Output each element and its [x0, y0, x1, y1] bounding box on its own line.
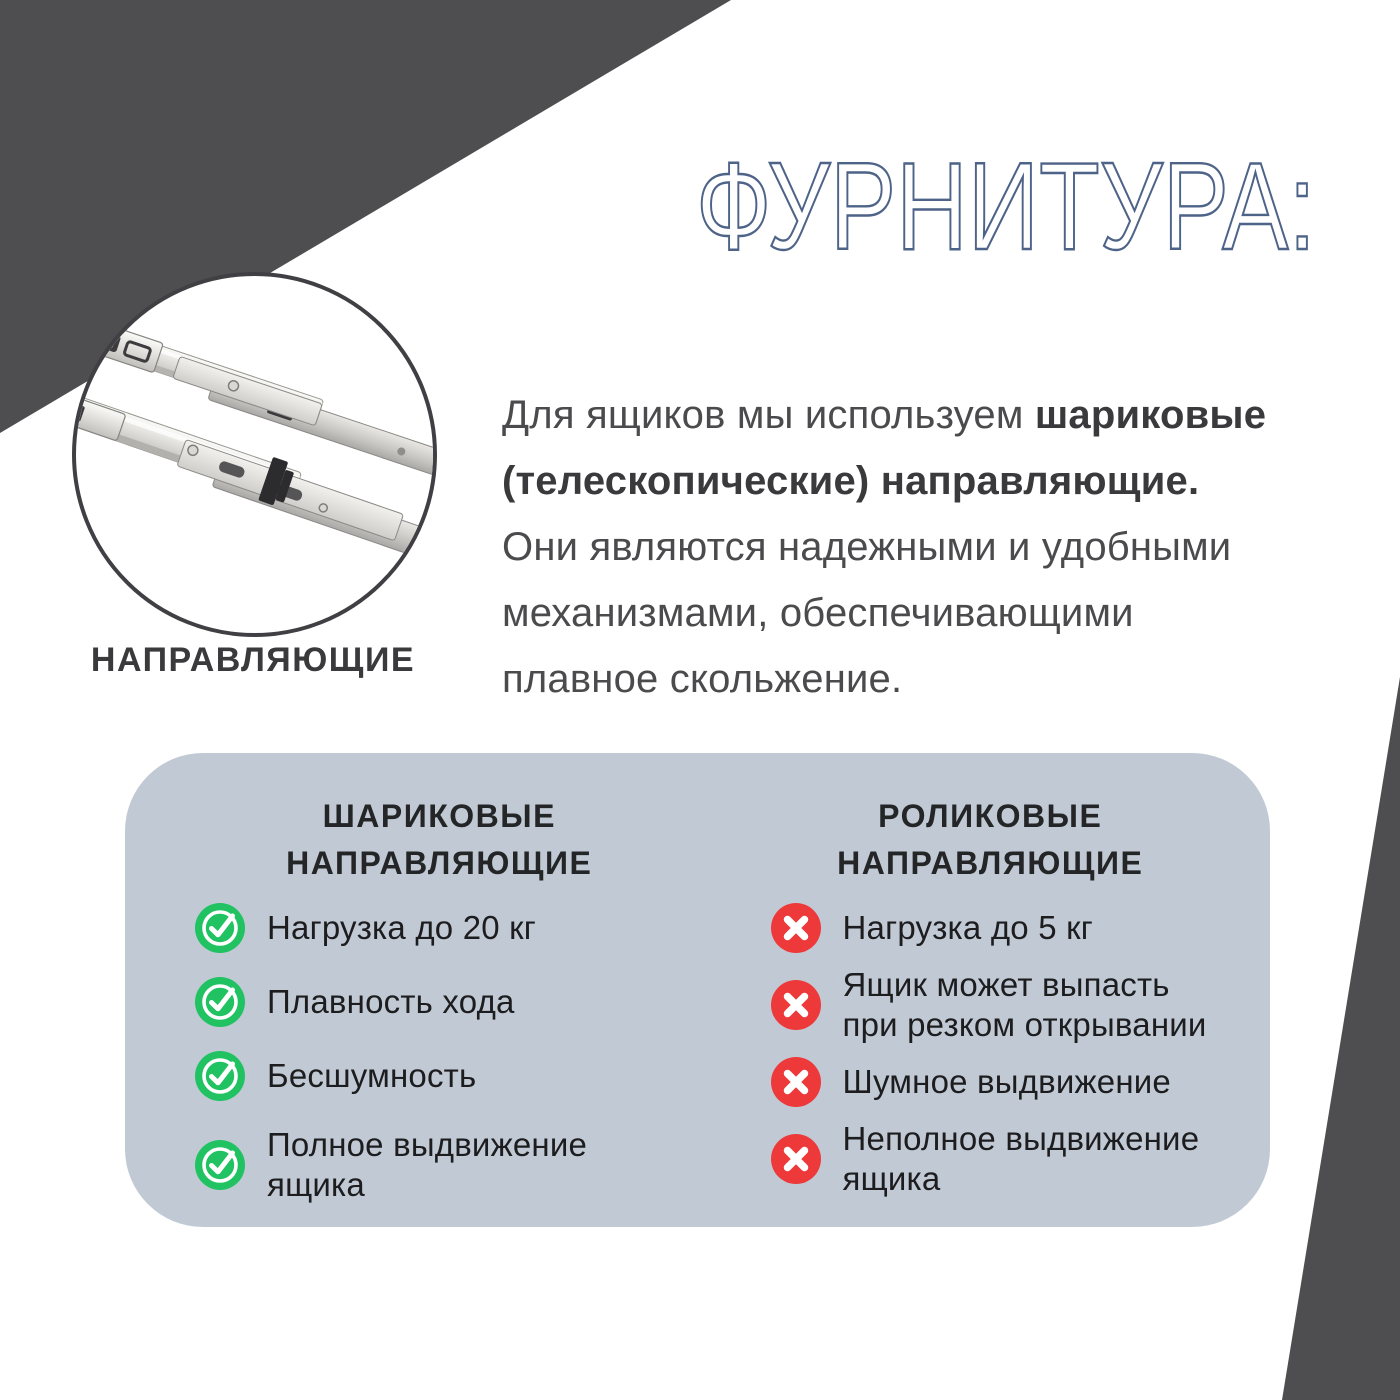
comparison-item-text: Неполное выдвижение ящика — [842, 1120, 1200, 1197]
intro-line: механизмами, обеспечивающими — [502, 591, 1134, 635]
cross-icon — [771, 980, 821, 1030]
roller-slides-column — [698, 753, 1271, 1227]
photo-caption: НАПРАВЛЯЮЩИЕ — [90, 641, 416, 679]
comparison-item-text: Нагрузка до 20 кг — [267, 909, 537, 946]
comparison-item — [195, 1051, 684, 1101]
comparison-item — [771, 965, 1211, 1045]
comparison-item-text: Плавность хода — [267, 983, 515, 1020]
intro-line: Они являются надежными и удобными — [502, 525, 1232, 569]
intro-line: плавное скольжение. — [502, 657, 903, 701]
comparison-item — [195, 977, 684, 1027]
comparison-panel — [125, 753, 1270, 1227]
intro-line: (телескопические) направляющие. — [502, 459, 1200, 503]
ball-slides-header: ШАРИКОВЫЕ НАПРАВЛЯЮЩИЕ — [286, 798, 593, 881]
comparison-item-text: Шумное выдвижение — [842, 1063, 1171, 1100]
comparison-item — [195, 1125, 684, 1205]
roller-slides-list — [771, 903, 1211, 1199]
comparison-item — [771, 1057, 1211, 1107]
comparison-item — [195, 903, 684, 953]
check-icon — [195, 1051, 245, 1101]
cross-icon — [771, 1134, 821, 1184]
comparison-item-text: Нагрузка до 5 кг — [842, 909, 1093, 946]
intro-paragraph — [502, 382, 1282, 712]
page-title: ФУРНИТУРА: — [696, 138, 1316, 276]
comparison-item-text: Полное выдвижение ящика — [267, 1126, 588, 1203]
roller-slides-header: РОЛИКОВЫЕ НАПРАВЛЯЮЩИЕ — [837, 798, 1144, 881]
ball-slides-list — [195, 903, 684, 1205]
comparison-item — [771, 1119, 1211, 1199]
check-icon — [195, 903, 245, 953]
cross-icon — [771, 1057, 821, 1107]
comparison-item — [771, 903, 1211, 953]
drawer-slides-photo — [72, 272, 437, 637]
telescopic-slides-illustration — [76, 276, 433, 633]
intro-line: Для ящиков мы используем шариковые — [502, 393, 1267, 437]
ball-slides-column — [125, 753, 698, 1227]
check-icon — [195, 977, 245, 1027]
comparison-item-text: Ящик может выпасть при резком открывании — [842, 966, 1207, 1043]
cross-icon — [771, 903, 821, 953]
check-icon — [195, 1140, 245, 1190]
comparison-item-text: Бесшумность — [267, 1057, 477, 1094]
